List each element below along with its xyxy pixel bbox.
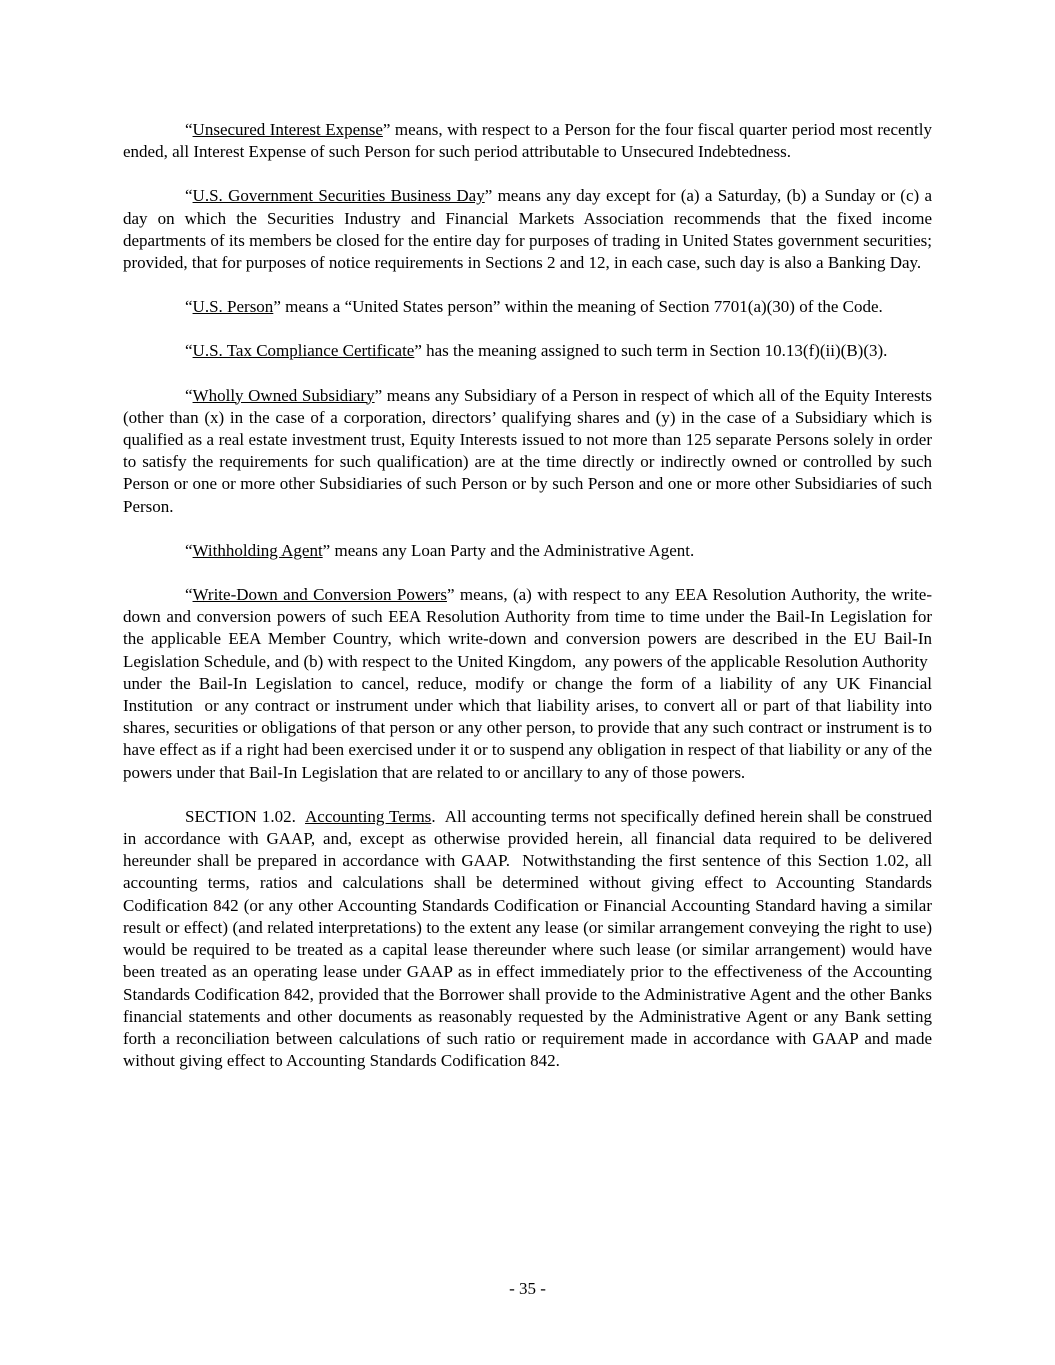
text-run: ” has the meaning assigned to such term in Section 10.13(f)(ii)(B)(3).	[414, 341, 888, 361]
defined-term: Write-Down and Conversion Powers	[192, 585, 447, 605]
defined-term: Wholly Owned Subsidiary	[192, 385, 375, 405]
defined-term: Unsecured Interest Expense	[192, 120, 383, 139]
paragraph-definition-wholly-owned-subsidiary	[123, 385, 932, 518]
text-run: ” means, (a) with respect to any EEA Resolution Authority, the write-down and conversion powers of such EEA Resolution Authority from time to time under the Bail-In Legislation for the applicable EEA Member Country, which write-down and conversion powers are described in the EU Bail-In Legislation Schedule, and (b) with respect to the United Kingdom, any powers of the applicable Resolution Authority under the Bail-In Legislation to cancel, reduce, modify or change the form of a liability of any UK Financial Institution or any contract or instrument under which that liability arises, to convert all or part of that liability into shares, securities or obligations of that person or any other person, to provide that any such contract or instrument is to have effect as if a right had been exercised under it or to suspend any obligation in respect of that liability or any of the powers under that Bail-In Legislation that are related to or ancillary to any of those powers.	[123, 585, 932, 782]
defined-term: U.S. Person	[192, 297, 274, 317]
paragraph-section-1-02-accounting-terms	[123, 806, 932, 1072]
text-run: “	[185, 540, 193, 560]
defined-term: Withholding Agent	[192, 540, 323, 560]
paragraph-definition-us-tax-compliance-certificate	[123, 340, 932, 362]
text-run: ” means any Loan Party and the Administrative Agent.	[322, 540, 695, 560]
text-run: “	[185, 385, 193, 405]
document-page	[123, 119, 932, 1094]
page-number: - 35 -	[509, 1279, 546, 1298]
defined-term: U.S. Government Securities Business Day	[192, 186, 485, 206]
text-run: “	[185, 297, 193, 317]
text-run: SECTION 1.02.	[185, 806, 305, 826]
defined-term: U.S. Tax Compliance Certificate	[192, 341, 415, 361]
paragraph-definition-unsecured-interest-expense	[123, 119, 932, 163]
paragraph-definition-write-down-and-conversion-powers	[123, 584, 932, 784]
text-run: ” means, with respect to a Person for the four fiscal quarter period most recently ended, all Interest Expense of such Person for such period attributable to Unsecured Indebtedness.	[123, 120, 932, 162]
text-run: . All accounting terms not specifically defined herein shall be construed in accordance with GAAP, and, except as otherwise provided herein, all financial data required to be delivered hereunder shall be prepared in accordance with GAAP. Notwithstanding the first sentence of this Section 1.02, all accounting terms, ratios and calculations shall be determined without giving effect to Accounting Standards Codification 842 (or any other Accounting Standards Codification or Financial Accounting Standard having a similar result or effect) (and related interpretations) to the extent any lease (or similar arrangement conveying the right to use) would be required to be treated as a capital lease thereunder where such lease (or similar arrangement) would have been treated as an operating lease under GAAP as in effect immediately prior to the effectiveness of the Accounting Standards Codification 842, provided that the Borrower shall provide to the Administrative Agent and the other Banks financial statements and other documents as reasonably requested by the Administrative Agent or any Bank setting forth a reconciliation between calculations of such ratio or requirement made in accordance with GAAP and made without giving effect to Accounting Standards Codification 842.	[123, 806, 933, 1071]
text-run: ” means any day except for (a) a Saturday, (b) a Sunday or (c) a day on which the Securities Industry and Financial Markets Association recommends that the fixed income departments of its members be closed for the entire day for purposes of trading in United States government securities; provided, that for purposes of notice requirements in Sections 2 and 12, in each case, such day is also a Banking Day.	[123, 186, 932, 273]
text-run: ” means a “United States person” within the meaning of Section 7701(a)(30) of the Code.	[273, 297, 883, 317]
text-run: “	[185, 341, 193, 361]
text-run: “	[185, 585, 193, 605]
text-run: “	[185, 120, 193, 139]
paragraph-definition-us-government-securities-business-day	[123, 185, 932, 274]
defined-term: Accounting Terms	[305, 806, 432, 826]
text-run: “	[185, 186, 193, 206]
text-run: ” means any Subsidiary of a Person in respect of which all of the Equity Interests (other than (x) in the case of a corporation, directors’ qualifying shares and (y) in the case of a Subsidiary which is qualified as a real estate investment trust, Equity Interests issued to not more than 125 separate Persons solely in order to satisfy the requirements for such qualification) are at the time directly or indirectly owned or controlled by such Person or one or more other Subsidiaries of such Person or by such Person and one or more other Subsidiaries of such Person.	[123, 385, 932, 516]
paragraph-definition-withholding-agent	[123, 540, 932, 562]
paragraph-definition-us-person	[123, 296, 932, 318]
